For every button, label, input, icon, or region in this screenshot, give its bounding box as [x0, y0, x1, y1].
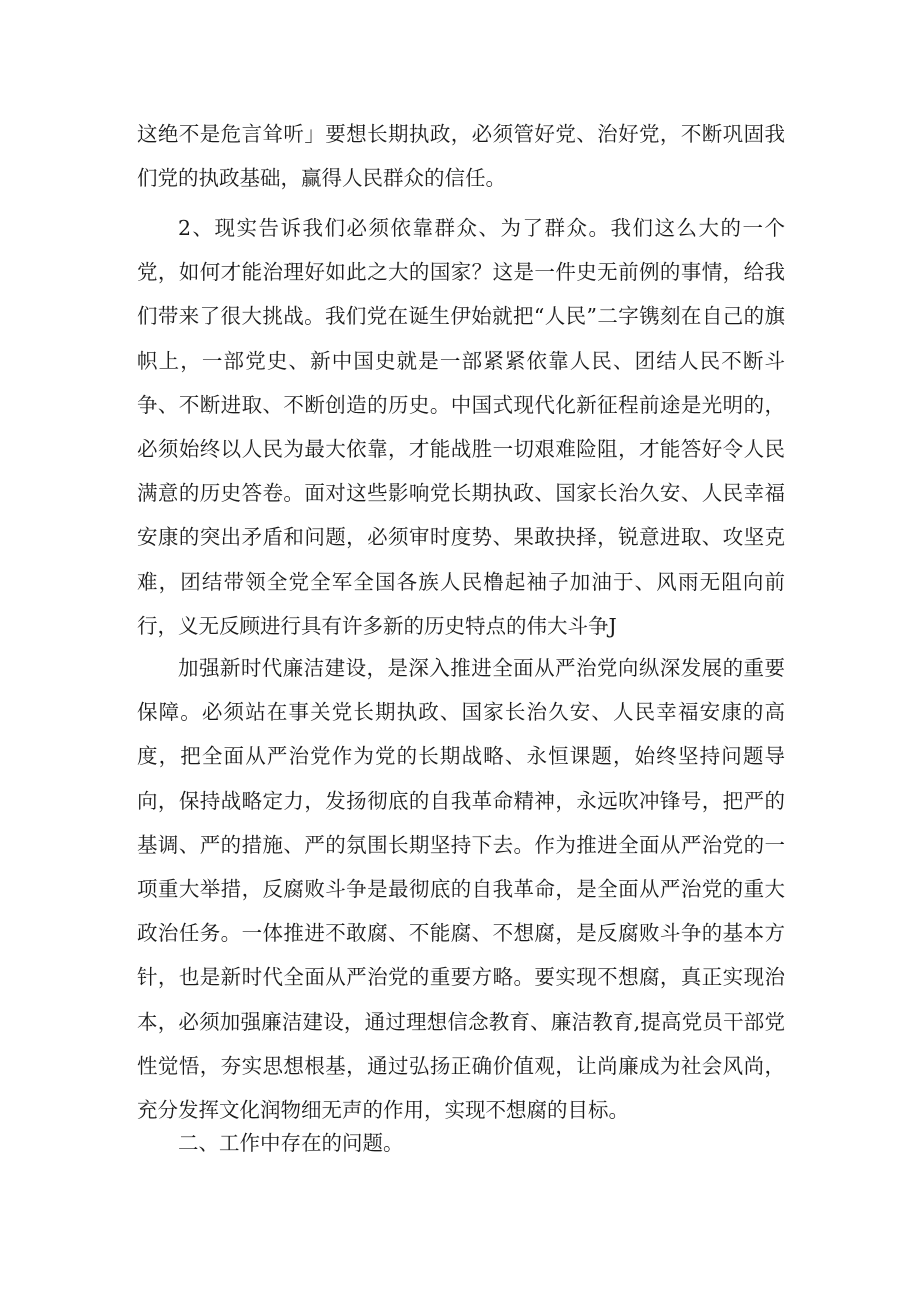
- paragraph-continuation: 这绝不是危言耸听」要想长期执政，必须管好党、治好党，不断巩固我们党的执政基础，赢得人民群众的信任。: [137, 122, 785, 191]
- section-heading-problems: 二、工作中存在的问题。: [178, 1131, 404, 1155]
- paragraph-point-2: 2、现实告诉我们必须依靠群众、为了群众。我们这么大的一个党，如何才能治理好如此之大的国家？这是一件史无前例的事情，给我们带来了很大挑战。我们党在诞生伊始就把“人民”二字镌刻在自己的旗帜上，一部党史、新中国史就是一部紧紧依靠人民、团结人民不断斗争、不断进取、不断创造的历史。中国式现代化新征程前途是光明的，必须始终以人民为最大依靠，才能战胜一切艰难险阻，才能答好令人民满意的历史答卷。面对这些影响党长期执政、国家长治久安、人民幸福安康的突出矛盾和问题，必须审时度势、果敢抉择，锐意进取、攻坚克难，团结带领全党全军全国各族人民橹起袖子加油于、风雨无阻向前行，义无反顾进行具有许多新的历史特点的伟大斗争J: [137, 216, 785, 638]
- paragraph-integrity-building: 加强新时代廉洁建设，是深入推进全面从严治党向纵深发展的重要保障。必须站在事关党长期执政、国家长治久安、人民幸福安康的高度，把全面从严治党作为党的长期战略、永恒课题，始终坚持问题导向，保持战略定力，发扬彻底的自我革命精神，永远吹冲锋号，把严的基调、严的措施、严的氛围长期坚持下去。作为推进全面从严治党的一项重大举措，反腐败斗争是最彻底的自我革命，是全面从严治党的重大政治任务。一体推进不敢腐、不能腐、不想腐，是反腐败斗争的基本方针，也是新时代全面从严治党的重要方略。要实现不想腐，真正实现治本，必须加强廉洁建设，通过理想信念教育、廉洁教育,提高党员干部党性觉悟，夯实思想根基，通过弘扬正确价值观，让尚廉成为社会风尚，充分发挥文化润物细无声的作用，实现不想腐的目标。: [137, 656, 785, 1123]
